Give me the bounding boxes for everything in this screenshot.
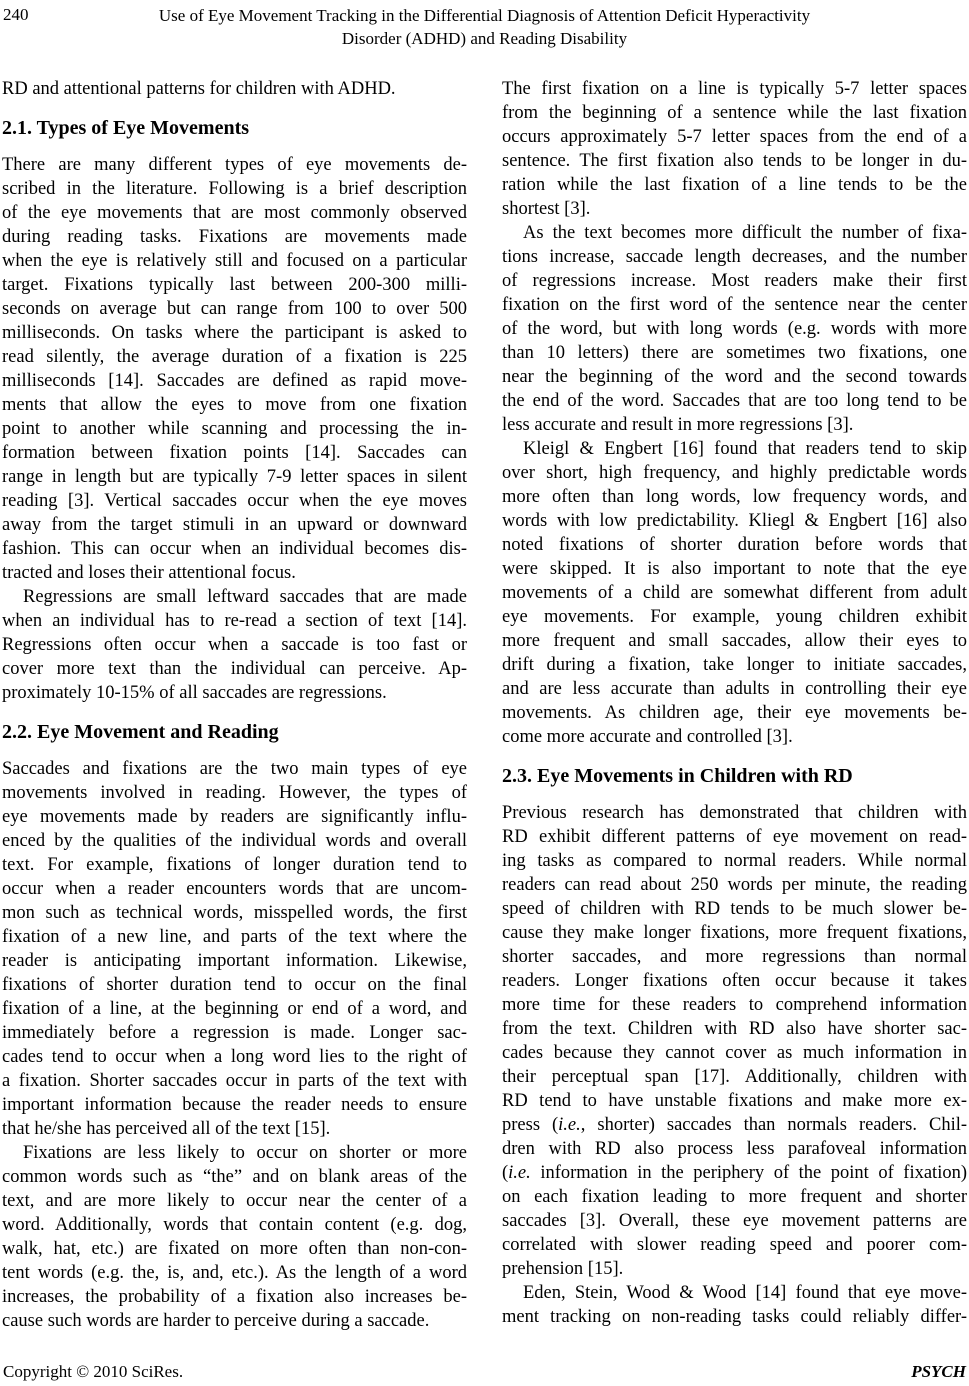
footer-copyright: Copyright © 2010 SciRes. (3, 1362, 184, 1381)
text-line: movements. As children age, their eye movements be- (502, 703, 967, 723)
text-line: Saccades and fixations are the two main types of eye (2, 759, 467, 779)
text-line: RD and attentional patterns for children with ADHD. (2, 79, 396, 99)
page-header (0, 0, 969, 50)
text-line: press (i.e., shorter) saccades than normals readers. Chil- (502, 1115, 967, 1135)
text-line: come more accurate and controlled [3]. (502, 727, 793, 747)
text-line: ments that allow the eyes to move from one fixation (2, 395, 467, 415)
text-line: point to another while scanning and processing the in- (2, 419, 467, 439)
paragraph (502, 437, 967, 749)
text-line: target. Fixations typically last between 200-300 milli- (2, 275, 467, 295)
text-line: shortest [3]. (502, 199, 591, 219)
paragraph (2, 1141, 467, 1333)
text-line: word. Additionally, words that contain content (e.g. dog, (2, 1215, 467, 1235)
text-line: milliseconds. On tasks where the participant is asked to (2, 323, 467, 343)
text-line: tions increase, saccade length decreases, and the number (502, 247, 967, 267)
text-line: during reading tasks. Fixations are movements made (2, 227, 467, 247)
text-line: Regressions often occur when a saccade is too fast or (2, 635, 467, 655)
text-line: reading [3]. Vertical saccades occur when the eye moves (2, 491, 467, 511)
text-line: of the eye movements that are most commonly observed (2, 203, 467, 223)
text-line: and are less accurate than adults in controlling their eye (502, 679, 967, 699)
column-left (2, 77, 467, 1333)
running-head-line1: Use of Eye Movement Tracking in the Differential Diagnosis of Attention Deficit Hyperactivity (158, 6, 811, 25)
text-line: dren with RD also process less parafoveal information (502, 1139, 967, 1159)
text-line: when the eye is relatively still and focused on a particular (2, 251, 467, 271)
text-line: from the beginning of a sentence while the last fixation (502, 103, 967, 123)
text-line: cause they make longer fixations, more frequent fixations, (502, 923, 967, 943)
text-line: movements of a child are somewhat different from adult (502, 583, 967, 603)
text-line: the end of the word. Saccades that are too long tend to be (502, 391, 967, 411)
paragraph (2, 77, 467, 101)
text-line: eye movements made by readers are significantly influ- (2, 807, 467, 827)
text-line: range in length but are typically 7-9 letter spaces in silent (2, 467, 467, 487)
footer-journal-name: PSYCH (911, 1362, 966, 1381)
text-line: immediately before a regression is made. Longer sac- (2, 1023, 467, 1043)
section-heading: 2.3. Eye Movements in Children with RD (502, 765, 853, 787)
page-number: 240 (3, 5, 29, 24)
text-line: more frequent and small saccades, allow their eyes to (502, 631, 967, 651)
text-line: Previous research has demonstrated that children with (502, 803, 967, 823)
text-line: fixation on the first word of the sentence near the center (502, 295, 967, 315)
text-line: speed of children with RD tends to be much slower be- (502, 899, 967, 919)
text-line: Fixations are less likely to occur on shorter or more (23, 1143, 467, 1163)
section-heading: 2.2. Eye Movement and Reading (2, 721, 279, 743)
text-line: fashion. This can occur when an individual becomes dis- (2, 539, 467, 559)
text-line: were skipped. It is also important to note that the eye (502, 559, 967, 579)
running-head-line2: Disorder (ADHD) and Reading Disability (341, 29, 628, 48)
text-line: less accurate and result in more regressions [3]. (502, 415, 854, 435)
text-line: on each fixation leading to more frequent and shorter (502, 1187, 967, 1207)
text-line: more often than long words, low frequency words, and (502, 487, 967, 507)
text-line: when an individual has to re-read a section of text [14]. (2, 611, 467, 631)
text-line: common words such as “the” and on blank areas of the (2, 1167, 467, 1187)
text-line: tracted and loses their attentional focus. (2, 563, 296, 583)
text-line: tent words (e.g. the, is, and, etc.). As the length of a word (2, 1263, 467, 1283)
paragraph (2, 585, 467, 705)
running-head (0, 4, 969, 50)
text-line: occur when a reader encounters words that are uncom- (2, 879, 467, 899)
text-line: As the text becomes more difficult the number of fixa- (523, 223, 967, 243)
text-line: (i.e. information in the periphery of the point of fixation) (502, 1163, 967, 1183)
paragraph (502, 1281, 967, 1329)
text-line: a fixation. Shorter saccades occur in parts of the text with (2, 1071, 467, 1091)
text-line: fixations of shorter duration tend to occur on the final (2, 975, 467, 995)
text-line: movements involved in reading. However, the types of (2, 783, 467, 803)
text-line: prehension [15]. (502, 1259, 624, 1279)
text-line: RD tend to have unstable fixations and make more ex- (502, 1091, 967, 1111)
text-line: than 10 letters) there are sometimes two fixations, one (502, 343, 967, 363)
text-line: ing tasks as compared to normal readers. While normal (502, 851, 967, 871)
text-line: of the word, but with long words (e.g. words with more (502, 319, 967, 339)
text-line: drift during a fixation, take longer to initiate saccades, (502, 655, 967, 675)
paragraph (502, 221, 967, 437)
text-line: scribed in the literature. Following is a brief description (2, 179, 467, 199)
page-footer (3, 1362, 966, 1382)
text-line: ment tracking on non-reading tasks could reliably differ- (502, 1307, 967, 1327)
text-line: cades tend to occur when a long word lies to the right of (2, 1047, 467, 1067)
text-line: RD exhibit different patterns of eye movement on read- (502, 827, 967, 847)
text-line: more time for these readers to comprehend information (502, 995, 967, 1015)
paragraph (502, 801, 967, 1281)
text-line: of regressions increase. Most readers make their first (502, 271, 967, 291)
text-line: formation between fixation points [14]. Saccades can (2, 443, 467, 463)
text-line: walk, hat, etc.) are fixated on more often than non-con- (2, 1239, 467, 1259)
text-line: read silently, the average duration of a fixation is 225 (2, 347, 467, 367)
text-line: There are many different types of eye movements de- (2, 155, 467, 175)
text-line: cause such words are harder to perceive during a saccade. (2, 1311, 430, 1331)
paragraph (2, 757, 467, 1141)
text-line: near the beginning of the word and the second towards (502, 367, 967, 387)
text-line: that he/she has perceived all of the text [15]. (2, 1119, 331, 1139)
text-line: cades because they cannot cover as much information in (502, 1043, 967, 1063)
column-right (502, 77, 967, 1333)
text-line: cover more text than the individual can perceive. Ap- (2, 659, 467, 679)
text-line: shorter saccades, and more regressions than normal (502, 947, 967, 967)
text-line: fixation of a line, at the beginning or end of a word, and (2, 999, 467, 1019)
section-heading: 2.1. Types of Eye Movements (2, 117, 250, 139)
text-line: saccades [3]. Overall, these eye movement patterns are (502, 1211, 967, 1231)
paragraph (502, 77, 967, 221)
text-line: seconds on average but can range from 100 to over 500 (2, 299, 467, 319)
text-line: from the text. Children with RD also have shorter sac- (502, 1019, 967, 1039)
text-line: Eden, Stein, Wood & Wood [14] found that eye move- (523, 1283, 967, 1303)
text-line: ration while the last fixation of a line tends to be the (502, 175, 967, 195)
text-line: correlated with slower reading speed and poorer com- (502, 1235, 967, 1255)
text-line: fixation of a new line, and parts of the text where the (2, 927, 467, 947)
text-line: text. For example, fixations of longer duration tend to (2, 855, 467, 875)
text-line: Regressions are small leftward saccades that are made (23, 587, 467, 607)
text-line: eye movements. For example, young children exhibit (502, 607, 967, 627)
text-line: readers can read about 250 words per minute, the reading (502, 875, 967, 895)
text-line: noted fixations of shorter duration before words that (502, 535, 967, 555)
text-line: mon such as technical words, misspelled words, the first (2, 903, 467, 923)
text-line: readers. Longer fixations often occur because it takes (502, 971, 967, 991)
text-line: milliseconds [14]. Saccades are defined as rapid move- (2, 371, 467, 391)
text-line: words with low predictability. Kliegl & Engbert [16] also (502, 511, 967, 531)
text-line: increases, the probability of a fixation also increases be- (2, 1287, 467, 1307)
text-line: their perceptual span [17]. Additionally, children with (502, 1067, 967, 1087)
text-line: text, and are more likely to occur near the center of a (2, 1191, 467, 1211)
text-line: sentence. The first fixation also tends to be longer in du- (502, 151, 967, 171)
text-columns (0, 77, 969, 1333)
text-line: proximately 10-15% of all saccades are regressions. (2, 683, 387, 703)
text-line: Kleigl & Engbert [16] found that readers tend to skip (523, 439, 967, 459)
text-line: important information because the reader needs to ensure (2, 1095, 467, 1115)
paragraph (2, 153, 467, 585)
text-line: occurs approximately 5-7 letter spaces from the end of a (502, 127, 967, 147)
text-line: over short, high frequency, and highly predictable words (502, 463, 967, 483)
text-line: reader is anticipating important information. Likewise, (2, 951, 467, 971)
text-line: enced by the qualities of the individual words and overall (2, 831, 467, 851)
text-line: away from the target stimuli in an upward or downward (2, 515, 467, 535)
text-line: The first fixation on a line is typically 5-7 letter spaces (502, 79, 967, 99)
